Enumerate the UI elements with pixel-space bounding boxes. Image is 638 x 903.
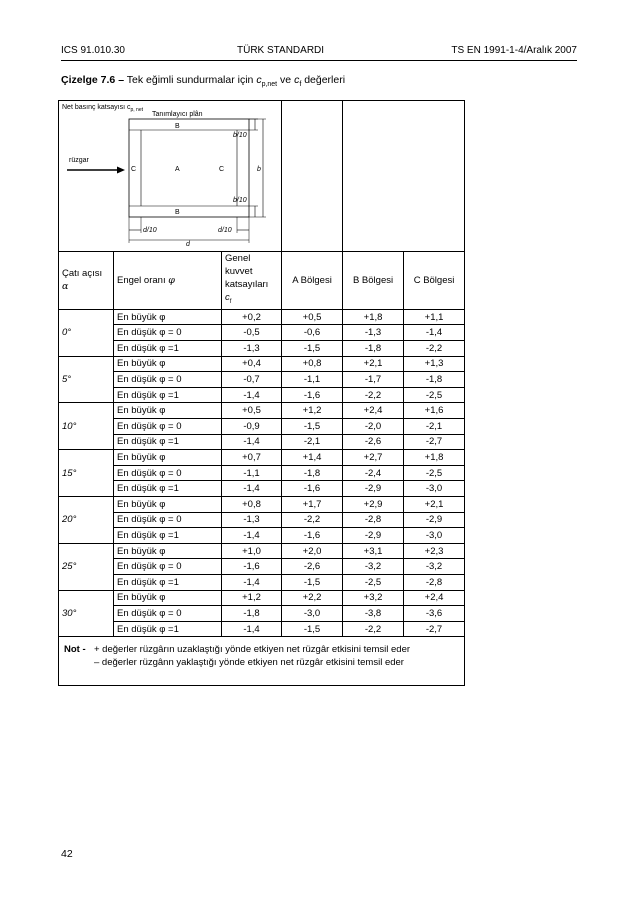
zone-c-cell: -3,0 [404,528,465,544]
zone-c-cell: +1,6 [404,403,465,419]
table-row [59,372,465,388]
table-row [59,528,465,544]
zone-a-cell: +2,2 [282,590,343,606]
zone-a-cell: +2,0 [282,543,343,559]
zone-a-cell: +1,7 [282,497,343,513]
zone-a-cell: -2,1 [282,434,343,450]
angle-cell: 30° [59,590,114,637]
ratio-cell: En düşük φ =1 [114,434,222,450]
note-line-minus: – değerler rüzgânn yaklaştığı yönde etkiyen net rüzgâr etkisini temsil eder [94,657,404,669]
ratio-cell: En düşük φ =1 [114,387,222,403]
cf-cell: -1,3 [222,512,282,528]
table-row [59,434,465,450]
zone-a-cell: -2,6 [282,559,343,575]
zone-c-cell: +1,1 [404,309,465,325]
zone-c-cell: -1,4 [404,325,465,341]
col-c-header: C Bölgesi [404,252,465,310]
cf-cell: -1,4 [222,481,282,497]
ratio-cell: En büyük φ [114,403,222,419]
cf-cell: +1,2 [222,590,282,606]
angle-cell: 0° [59,309,114,356]
zone-a-cell: -1,5 [282,621,343,637]
cf-cell: -1,4 [222,528,282,544]
page-header [61,45,577,59]
zone-b-cell: -2,5 [343,574,404,590]
plan-label: Tanımlayıcı plân [152,111,203,118]
cf-cell: -1,4 [222,621,282,637]
zone-a-cell: -2,2 [282,512,343,528]
ratio-cell: En düşük φ =1 [114,574,222,590]
col-ratio-header: Engel oranı φ [114,252,222,310]
zone-a-cell: +1,4 [282,450,343,466]
ratio-cell: En düşük φ = 0 [114,372,222,388]
ratio-cell: En düşük φ = 0 [114,325,222,341]
table-row [59,590,465,606]
zone-c-cell: +1,3 [404,356,465,372]
zone-b-cell: -2,4 [343,465,404,481]
cf-cell: -0,5 [222,325,282,341]
table-row [59,465,465,481]
cf-cell: -0,9 [222,419,282,435]
table-row [59,621,465,637]
zone-b-cell: +2,7 [343,450,404,466]
zone-c-cell: -1,8 [404,372,465,388]
cf-cell: +0,7 [222,450,282,466]
zone-c-cell: -2,8 [404,574,465,590]
col-angle-header: Çatı açısı α [59,252,114,310]
header-document-id: TS EN 1991-1-4/Aralık 2007 [451,45,577,56]
angle-cell: 10° [59,403,114,450]
header-title: TÜRK STANDARDI [237,45,325,56]
zone-a-cell: -1,5 [282,341,343,357]
table-row [59,387,465,403]
page-number: 42 [61,848,73,860]
zone-c-cell: -2,9 [404,512,465,528]
header-standard-code: ICS 91.010.30 [61,45,125,56]
zone-c-cell: -3,2 [404,559,465,575]
cf-cell: -1,4 [222,387,282,403]
table-header-row [59,252,465,310]
zone-c-cell: +2,1 [404,497,465,513]
zone-c-left-label: C [131,166,137,173]
zone-b-cell: -2,9 [343,528,404,544]
table-row [59,341,465,357]
zone-b-cell: -2,0 [343,419,404,435]
ratio-cell: En düşük φ =1 [114,341,222,357]
table-row [59,356,465,372]
ratio-cell: En düşük φ =1 [114,481,222,497]
table-row [59,309,465,325]
cf-cell: +1,0 [222,543,282,559]
zone-a-cell: -1,8 [282,465,343,481]
zone-c-cell: +2,4 [404,590,465,606]
zone-c-cell: -2,2 [404,341,465,357]
zone-b-cell: -1,7 [343,372,404,388]
zone-b-cell: -2,2 [343,387,404,403]
angle-cell: 20° [59,497,114,544]
angle-cell: 25° [59,543,114,590]
ratio-cell: En düşük φ = 0 [114,465,222,481]
table-row [59,574,465,590]
ratio-cell: En düşük φ =1 [114,621,222,637]
cf-cell: -1,1 [222,465,282,481]
zone-a-label: A [175,166,180,173]
zone-b-cell: -2,8 [343,512,404,528]
zone-a-cell: -3,0 [282,606,343,622]
zone-b-cell: +1,8 [343,309,404,325]
ratio-cell: En büyük φ [114,309,222,325]
cf-cell: +0,5 [222,403,282,419]
table-row [59,559,465,575]
zone-a-cell: -1,5 [282,419,343,435]
cf-cell: +0,8 [222,497,282,513]
zone-b-cell: +2,4 [343,403,404,419]
cf-cell: -1,3 [222,341,282,357]
zone-c-cell: +2,3 [404,543,465,559]
zone-b-cell: +2,9 [343,497,404,513]
zone-c-cell: -2,7 [404,621,465,637]
svg-text:Net basınç katsayısı cp, net: Net basınç katsayısı $c_{p, net}$ [62,104,143,113]
zone-c-cell: -3,0 [404,481,465,497]
table-row [59,543,465,559]
ratio-cell: En düşük φ = 0 [114,419,222,435]
ratio-cell: En büyük φ [114,450,222,466]
zone-a-cell: -1,5 [282,574,343,590]
zone-a-cell: +0,5 [282,309,343,325]
zone-b-cell: +3,2 [343,590,404,606]
zone-b-cell: -1,8 [343,341,404,357]
zone-c-cell: -2,5 [404,387,465,403]
cf-cell: +0,4 [222,356,282,372]
table-row [59,325,465,341]
table-row [59,419,465,435]
b10-top-label: b/10 [233,132,247,139]
zone-c-cell: -2,7 [404,434,465,450]
roof-outline [129,119,249,217]
table-caption: Çizelge 7.6 – Tek eğimli sundurmalar için $c_{p,net}$ ve $c_f$ değerleri [61,74,346,89]
zone-b-cell: +2,1 [343,356,404,372]
wind-label: rüzgar [69,157,89,164]
zone-b-cell: -2,9 [343,481,404,497]
table-row [59,450,465,466]
note-label: Not - [64,644,86,656]
table-row [59,512,465,528]
zone-c-cell: -3,6 [404,606,465,622]
cf-cell: -1,4 [222,434,282,450]
table-row [59,403,465,419]
zone-a-cell: -1,1 [282,372,343,388]
zone-b-cell: -1,3 [343,325,404,341]
col-b-header: B Bölgesi [343,252,404,310]
table-row [59,481,465,497]
ratio-cell: En düşük φ = 0 [114,559,222,575]
angle-cell: 15° [59,450,114,497]
zone-a-cell: -1,6 [282,481,343,497]
ratio-cell: En büyük φ [114,543,222,559]
zone-a-cell: -1,6 [282,387,343,403]
note-row [59,637,465,686]
b10-bottom-label: b/10 [233,197,247,204]
caption-number: Çizelge 7.6 – [61,74,125,86]
cf-cell: +0,2 [222,309,282,325]
zone-b-cell: -3,2 [343,559,404,575]
zone-b-cell: -3,8 [343,606,404,622]
col-a-header: A Bölgesi [282,252,343,310]
zone-a-cell: -1,6 [282,528,343,544]
zone-c-cell: -2,5 [404,465,465,481]
table-row [59,497,465,513]
zone-a-cell: -0,6 [282,325,343,341]
angle-cell: 5° [59,356,114,403]
ratio-cell: En düşük φ = 0 [114,606,222,622]
d-label: d [186,241,190,248]
header-divider [61,60,577,61]
zone-b-cell: -2,2 [343,621,404,637]
note-line-plus: + değerler rüzgârın uzaklaştığı yönde etkiyen net rüzgâr etkisini temsil eder [94,644,411,656]
d10-left-label: d/10 [143,227,157,234]
ratio-cell: En düşük φ =1 [114,528,222,544]
wind-arrowhead-icon [117,167,125,174]
zone-a-cell: +1,2 [282,403,343,419]
zone-b-bottom-label: B [175,209,180,216]
zone-b-cell: +3,1 [343,543,404,559]
zone-c-cell: -2,1 [404,419,465,435]
zone-c-cell: +1,8 [404,450,465,466]
diagram-cell [59,101,282,252]
cf-cell: -0,7 [222,372,282,388]
b-label: b [257,166,261,173]
plan-diagram [59,101,282,251]
zone-a-cell: +0,8 [282,356,343,372]
zone-b-cell: -2,6 [343,434,404,450]
zone-b-top-label: B [175,123,180,130]
table-row [59,606,465,622]
cf-cell: -1,4 [222,574,282,590]
zone-c-right-label: C [219,166,225,173]
ratio-cell: En büyük φ [114,590,222,606]
col-cf-header: Genel kuvvet katsayıları $c_f$ [222,252,282,310]
ratio-cell: En büyük φ [114,497,222,513]
cf-cell: -1,8 [222,606,282,622]
d10-right-label: d/10 [218,227,232,234]
coefficient-table [58,100,465,686]
cf-cell: -1,6 [222,559,282,575]
ratio-cell: En büyük φ [114,356,222,372]
ratio-cell: En düşük φ = 0 [114,512,222,528]
